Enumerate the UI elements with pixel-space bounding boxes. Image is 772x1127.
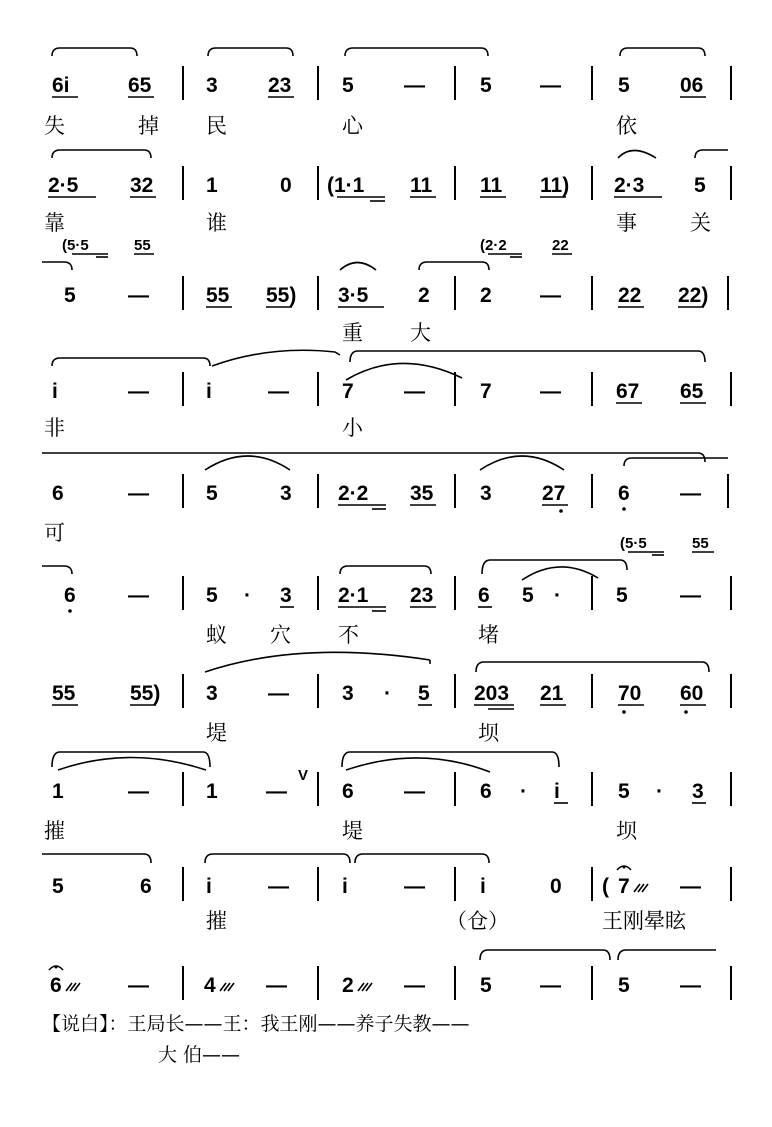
note: 55) bbox=[130, 682, 161, 705]
lyric: 民 bbox=[206, 114, 227, 138]
spoken-line-1: 【说白】：王局长——王：我王刚——养子失教—— bbox=[42, 1013, 470, 1035]
dash: — bbox=[680, 482, 701, 505]
dot: · bbox=[656, 780, 663, 803]
note: 1 bbox=[206, 174, 218, 197]
note: 3 bbox=[280, 584, 292, 607]
dash: — bbox=[128, 482, 149, 505]
lyric: 不 bbox=[338, 623, 359, 647]
lyric: 掉 bbox=[138, 114, 159, 138]
note: 3 bbox=[692, 780, 704, 803]
note: 3·5 bbox=[338, 284, 369, 307]
staff-row-8 bbox=[44, 752, 731, 843]
dash: — bbox=[540, 284, 561, 307]
note: 0 bbox=[280, 174, 292, 197]
staff-row-6 bbox=[42, 535, 731, 647]
note: 2·2 bbox=[338, 482, 369, 505]
note: 2·5 bbox=[48, 174, 79, 197]
lyric: 王刚晕眩 bbox=[602, 909, 686, 933]
dash: — bbox=[404, 780, 425, 803]
dash: — bbox=[680, 584, 701, 607]
note: 2·3 bbox=[614, 174, 645, 197]
note: 2 bbox=[418, 284, 430, 307]
note: i bbox=[52, 380, 58, 403]
note: 35 bbox=[410, 482, 434, 505]
note: 2·1 bbox=[338, 584, 369, 607]
note: 3 bbox=[480, 482, 492, 505]
dot: · bbox=[554, 584, 561, 607]
pre-note: (5·5 bbox=[62, 237, 89, 254]
note: 65 bbox=[680, 380, 704, 403]
paren: ( bbox=[602, 875, 609, 898]
dash: — bbox=[404, 875, 425, 898]
note: 3 bbox=[206, 74, 218, 97]
note: 11) bbox=[540, 174, 570, 197]
dash: — bbox=[680, 974, 701, 997]
lyric: 小 bbox=[342, 416, 363, 440]
note: 65 bbox=[128, 74, 152, 97]
note: 5 bbox=[52, 875, 64, 898]
note: 23 bbox=[410, 584, 434, 607]
note: 6 bbox=[480, 780, 492, 803]
dot: · bbox=[384, 682, 391, 705]
note: i bbox=[206, 380, 212, 403]
note: 0 bbox=[550, 875, 562, 898]
dash: — bbox=[128, 584, 149, 607]
note: 11 bbox=[480, 174, 503, 197]
note: 5 bbox=[618, 780, 630, 803]
pre-note: (5·5 bbox=[620, 535, 647, 552]
lyric: 心 bbox=[342, 114, 363, 138]
dash: — bbox=[128, 284, 149, 307]
note: 55) bbox=[266, 284, 297, 307]
note: 70 bbox=[618, 682, 642, 705]
note: 3 bbox=[206, 682, 218, 705]
dot: · bbox=[244, 584, 251, 607]
lyric: 非 bbox=[44, 416, 65, 440]
note: 5 bbox=[342, 74, 354, 97]
staff-row-4 bbox=[44, 350, 731, 440]
lyric: 坝 bbox=[616, 819, 637, 843]
dash: — bbox=[540, 74, 561, 97]
pre-note: (2·2 bbox=[480, 237, 507, 254]
spoken-dialogue bbox=[42, 1013, 470, 1066]
dash: — bbox=[128, 974, 149, 997]
lyric: 失 bbox=[44, 114, 65, 138]
note: 5 bbox=[480, 74, 492, 97]
note: 67 bbox=[616, 380, 640, 403]
dash: — bbox=[268, 875, 289, 898]
lyric: 事 bbox=[616, 211, 637, 235]
note: 6 bbox=[618, 482, 630, 505]
note: 5 bbox=[694, 174, 706, 197]
note: 7 bbox=[618, 875, 630, 898]
pre-note: 55 bbox=[692, 535, 709, 552]
note: i bbox=[554, 780, 560, 803]
note: 5 bbox=[206, 584, 218, 607]
note: 203 bbox=[474, 682, 510, 705]
pre-note: 55 bbox=[134, 237, 151, 254]
dash: — bbox=[268, 380, 289, 403]
note: 60 bbox=[680, 682, 704, 705]
note: i bbox=[342, 875, 348, 898]
dash: — bbox=[128, 380, 149, 403]
note: 32 bbox=[130, 174, 154, 197]
note: 6 bbox=[478, 584, 490, 607]
note: 2 bbox=[342, 974, 354, 997]
dash: — bbox=[680, 875, 701, 898]
dash: — bbox=[404, 974, 425, 997]
note: 6 bbox=[64, 584, 76, 607]
note: 4 bbox=[204, 974, 216, 997]
dot: · bbox=[520, 780, 527, 803]
note: 7 bbox=[480, 380, 492, 403]
note: 6i bbox=[52, 74, 70, 97]
dash: — bbox=[268, 682, 289, 705]
note: 3 bbox=[342, 682, 354, 705]
dash: — bbox=[128, 780, 149, 803]
lyric: 谁 bbox=[206, 211, 227, 235]
lyric: 堤 bbox=[206, 721, 227, 745]
note: 5 bbox=[618, 74, 630, 97]
note: 23 bbox=[268, 74, 292, 97]
note: (1·1 bbox=[327, 174, 365, 197]
lyric: 可 bbox=[44, 521, 65, 545]
staff-row-5 bbox=[42, 453, 728, 545]
lyric: 关 bbox=[690, 211, 711, 235]
lyric: 靠 bbox=[44, 211, 65, 235]
note: 5 bbox=[64, 284, 76, 307]
note: 2 bbox=[480, 284, 492, 307]
note: 06 bbox=[680, 74, 704, 97]
note: 27 bbox=[542, 482, 566, 505]
lyric: 大 bbox=[410, 321, 431, 345]
note: i bbox=[480, 875, 486, 898]
lyric: （仓） bbox=[446, 909, 509, 933]
lyric: 依 bbox=[616, 114, 637, 138]
note: 22 bbox=[618, 284, 642, 307]
lyric: 蚁 bbox=[206, 623, 227, 647]
note: 21 bbox=[540, 682, 564, 705]
lyric: 穴 bbox=[270, 623, 291, 647]
lyric: 坝 bbox=[478, 721, 499, 745]
dash: — bbox=[540, 974, 561, 997]
note: 3 bbox=[280, 482, 292, 505]
note: 11 bbox=[410, 174, 433, 197]
staff-row-7 bbox=[52, 652, 731, 745]
note: 55 bbox=[52, 682, 76, 705]
lyric: 重 bbox=[342, 321, 363, 345]
note: 55 bbox=[206, 284, 230, 307]
dash: — bbox=[266, 780, 287, 803]
note: 6 bbox=[342, 780, 354, 803]
note: 5 bbox=[522, 584, 534, 607]
note: 5 bbox=[418, 682, 430, 705]
note: 22) bbox=[678, 284, 709, 307]
note: 5 bbox=[618, 974, 630, 997]
note: 1 bbox=[206, 780, 218, 803]
pre-note: 22 bbox=[552, 237, 569, 254]
dash: — bbox=[266, 974, 287, 997]
spoken-line-2: 大 伯—— bbox=[158, 1044, 241, 1066]
note: 5 bbox=[206, 482, 218, 505]
note: i bbox=[206, 875, 212, 898]
staff-row-1 bbox=[44, 48, 731, 138]
note: 5 bbox=[616, 584, 628, 607]
lyric: 摧 bbox=[44, 819, 65, 843]
note: 1 bbox=[52, 780, 64, 803]
note: 5 bbox=[480, 974, 492, 997]
staff-row-2 bbox=[44, 150, 731, 235]
note: 6 bbox=[50, 974, 62, 997]
lyric: 摧 bbox=[206, 909, 227, 933]
dash: — bbox=[540, 380, 561, 403]
staff-row-10 bbox=[49, 950, 731, 1000]
dash: — bbox=[404, 380, 425, 403]
lyric: 堵 bbox=[478, 623, 499, 647]
staff-row-3 bbox=[42, 237, 728, 345]
lyric: 堤 bbox=[342, 819, 363, 843]
staff-row-9 bbox=[42, 854, 731, 933]
breath-mark: V bbox=[298, 767, 309, 784]
note: 6 bbox=[52, 482, 64, 505]
note: 7 bbox=[342, 380, 354, 403]
dash: — bbox=[404, 74, 425, 97]
note: 6 bbox=[140, 875, 152, 898]
